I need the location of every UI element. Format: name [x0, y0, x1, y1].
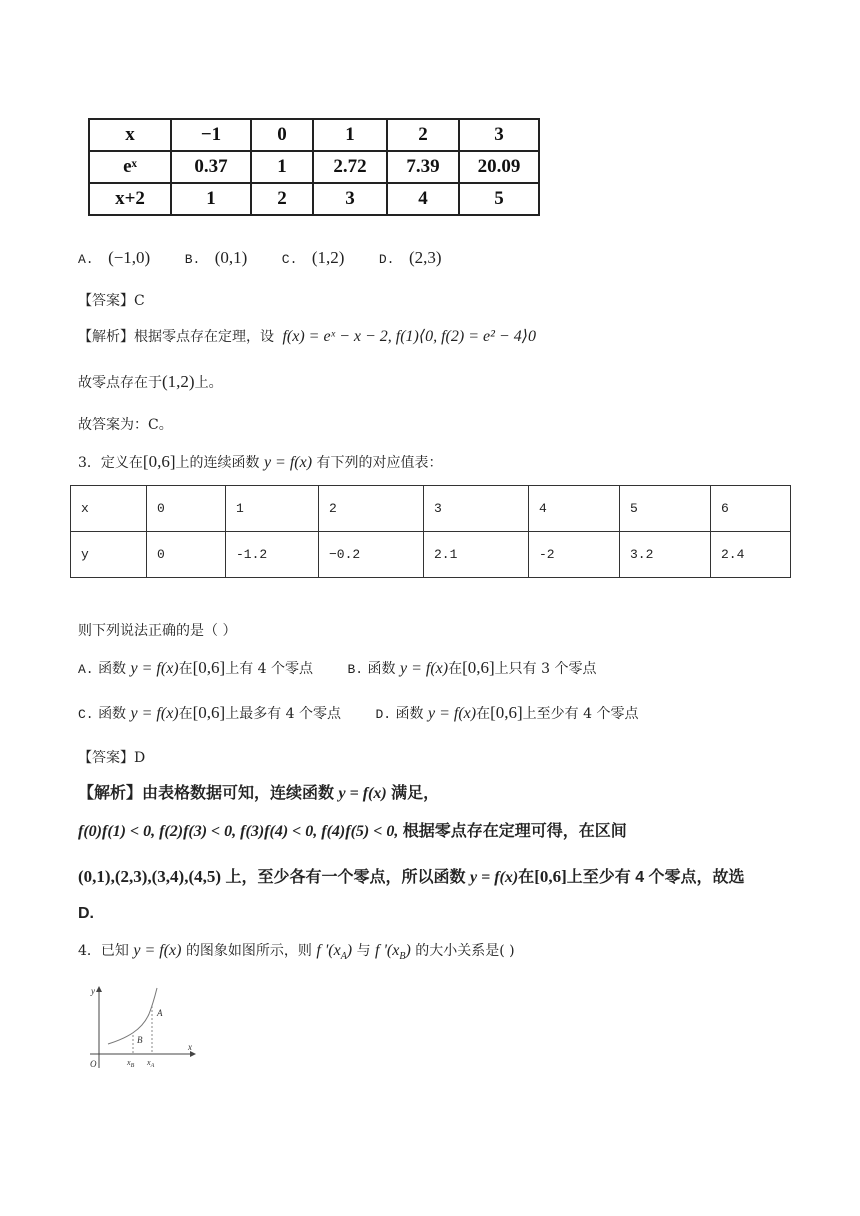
option-value: (0,1): [214, 248, 248, 267]
analysis-intervals: (0,1),(2,3),(3,4),(4,5): [78, 867, 222, 886]
derivative-text: f '(x: [316, 942, 341, 959]
option-text: 在: [476, 706, 491, 722]
conclusion-text: 故零点存在于: [78, 375, 162, 391]
answer-label: 【答案】D: [78, 750, 146, 766]
table-row: [89, 119, 539, 151]
table-cell: 0: [147, 532, 226, 578]
xa-tick-subscript: A: [150, 1063, 155, 1069]
stem-derivative-b: f '$(x_B)$: [375, 942, 411, 963]
q2-options: [78, 248, 442, 268]
option-letter: A.: [78, 662, 94, 677]
option-text: 在: [178, 661, 193, 677]
x-axis-label: x: [188, 1042, 192, 1052]
option-text: 上最多有 4 个零点: [225, 706, 342, 722]
table-cell: 5: [620, 486, 711, 532]
conclusion-line: [78, 372, 223, 392]
table-cell: 2.72: [313, 151, 387, 183]
table-cell: 0: [147, 486, 226, 532]
table-cell: 1: [313, 119, 387, 151]
option-interval: [0,6]: [192, 658, 226, 677]
xa-tick-label: [146, 1058, 155, 1069]
stem-interval: [0,6]: [142, 452, 176, 471]
table-cell: 20.09: [459, 151, 539, 183]
option-letter: C.: [78, 707, 94, 722]
option-interval: [0,6]: [462, 658, 495, 677]
option-func: y = f(x): [130, 660, 179, 677]
option-func: y = f(x): [427, 705, 477, 722]
option-row: [78, 658, 596, 678]
option-func: y = f(x): [399, 660, 449, 677]
option-value: (−1,0): [108, 248, 151, 267]
table-cell: 2: [387, 119, 459, 151]
option-letter: B.: [184, 252, 201, 267]
y-axis-label: y: [91, 986, 95, 996]
table-cell: 4: [387, 183, 459, 215]
question-stem: [78, 940, 515, 962]
option-text: 函数: [98, 706, 127, 722]
analysis-line: D.: [78, 905, 94, 922]
analysis-text: 根据零点存在定理可得，在区间: [402, 823, 627, 840]
xb-tick-label: [126, 1058, 135, 1069]
table-cell: 6: [711, 486, 791, 532]
table-cell: x: [89, 119, 171, 151]
stem-text: 上的连续函数: [175, 455, 260, 471]
table-row: [71, 532, 791, 578]
analysis-formula: f(x) = eˣ − x − 2, f(1)⟨0, f(2) = e² − 4⟩0: [282, 328, 536, 345]
table-cell: 3: [424, 486, 529, 532]
derivative-subscript: B: [399, 951, 406, 963]
table-row: [89, 183, 539, 215]
table-cell: 3.2: [620, 532, 711, 578]
table-cell: 2.1: [424, 532, 529, 578]
answer-label: 【答案】C: [78, 293, 145, 309]
table-cell: 2: [319, 486, 424, 532]
table-cell: y: [71, 532, 147, 578]
values-table-image: [88, 118, 540, 216]
analysis-text: 【解析】由表格数据可知，连续函数: [78, 785, 335, 802]
values-table: [70, 485, 791, 578]
table-cell: x: [71, 486, 147, 532]
analysis-func: y = f(x): [469, 869, 519, 886]
table-cell: 0.37: [171, 151, 251, 183]
derivative-text: f '(x: [375, 942, 400, 959]
conclusion-interval: (1,2): [162, 372, 195, 391]
derivative-subscript: A: [340, 951, 347, 963]
option-text: 在: [178, 706, 193, 722]
table-cell: −0.2: [319, 532, 424, 578]
option-letter: D.: [375, 707, 392, 722]
option-letter: B.: [347, 662, 364, 677]
option-interval: [0,6]: [192, 703, 226, 722]
stem-text: 与: [356, 943, 371, 959]
question-stem: [78, 452, 443, 472]
y-axis-arrow: [96, 986, 102, 992]
stem-text: 有下列的对应值表：: [316, 455, 443, 471]
table-cell: 2: [251, 183, 313, 215]
table-cell: 1: [171, 183, 251, 215]
stem-func: y = f(x): [133, 942, 182, 959]
table-cell: -1.2: [226, 532, 319, 578]
table-cell: 4: [529, 486, 620, 532]
analysis-text: 上，至少各有一个零点，所以函数: [225, 869, 466, 886]
table-cell: -2: [529, 532, 620, 578]
table-cell: 1: [226, 486, 319, 532]
option-func: y = f(x): [130, 705, 179, 722]
point-a-label: A: [157, 1008, 163, 1018]
xa-tick-text: x: [147, 1058, 151, 1067]
question-prompt: 则下列说法正确的是（ ）: [78, 623, 237, 639]
option-value: (2,3): [408, 248, 442, 267]
analysis-text: 满足，: [391, 785, 440, 802]
analysis-text: 【解析】根据零点存在定理，设: [78, 329, 274, 345]
analysis-func: y = f(x): [338, 785, 387, 802]
stem-text: 的图象如图所示，则: [185, 943, 312, 959]
table-cell: x+2: [89, 183, 171, 215]
analysis-line: [78, 326, 536, 346]
origin-label: O: [90, 1059, 97, 1069]
table-cell: 2.4: [711, 532, 791, 578]
analysis-line: [78, 864, 745, 887]
option-letter: C.: [281, 252, 298, 267]
stem-derivative-a: f '$(x_A)$: [316, 942, 353, 963]
option-value: (1,2): [311, 248, 345, 267]
option-row: [78, 703, 638, 723]
option-letter: D.: [378, 252, 395, 267]
option-interval: [0,6]: [490, 703, 523, 722]
analysis-text: 在: [518, 869, 535, 886]
conclusion-answer: 故答案为：C。: [78, 417, 173, 433]
table-cell: 0: [251, 119, 313, 151]
table-cell: 1: [251, 151, 313, 183]
analysis-text: 上至少有 4 个零点，故选: [566, 869, 745, 886]
option-text: 上至少有 4 个零点: [522, 706, 639, 722]
table-cell: 3: [459, 119, 539, 151]
table-cell: 3: [313, 183, 387, 215]
analysis-interval: [0,6]: [534, 867, 567, 886]
stem-text: 的大小关系是( ): [415, 943, 515, 959]
point-b-label: B: [137, 1035, 143, 1045]
stem-text: 4．已知: [78, 943, 129, 959]
analysis-line: [78, 818, 627, 841]
conclusion-text: 上。: [194, 375, 223, 391]
option-text: 函数: [395, 706, 424, 722]
table-cell: eˣ: [89, 151, 171, 183]
option-text: 上有 4 个零点: [225, 661, 314, 677]
stem-func: y = f(x): [263, 454, 313, 471]
table-row: [89, 151, 539, 183]
table-cell: 7.39: [387, 151, 459, 183]
table-cell: 5: [459, 183, 539, 215]
function-graph: [82, 982, 200, 1074]
analysis-line: [78, 780, 439, 803]
option-text: 在: [448, 661, 463, 677]
option-text: 函数: [367, 661, 396, 677]
analysis-formula: f(0)f(1) < 0, f(2)f(3) < 0, f(3)f(4) < 0, f(4)f(5) < 0,: [78, 823, 399, 840]
option-letter: A.: [78, 252, 94, 267]
option-text: 上只有 3 个零点: [494, 661, 597, 677]
table-cell: −1: [171, 119, 251, 151]
table-row: [71, 486, 791, 532]
xb-tick-subscript: B: [130, 1063, 135, 1069]
xb-tick-text: x: [127, 1058, 131, 1067]
stem-text: 3．定义在: [78, 455, 143, 471]
option-text: 函数: [98, 661, 127, 677]
